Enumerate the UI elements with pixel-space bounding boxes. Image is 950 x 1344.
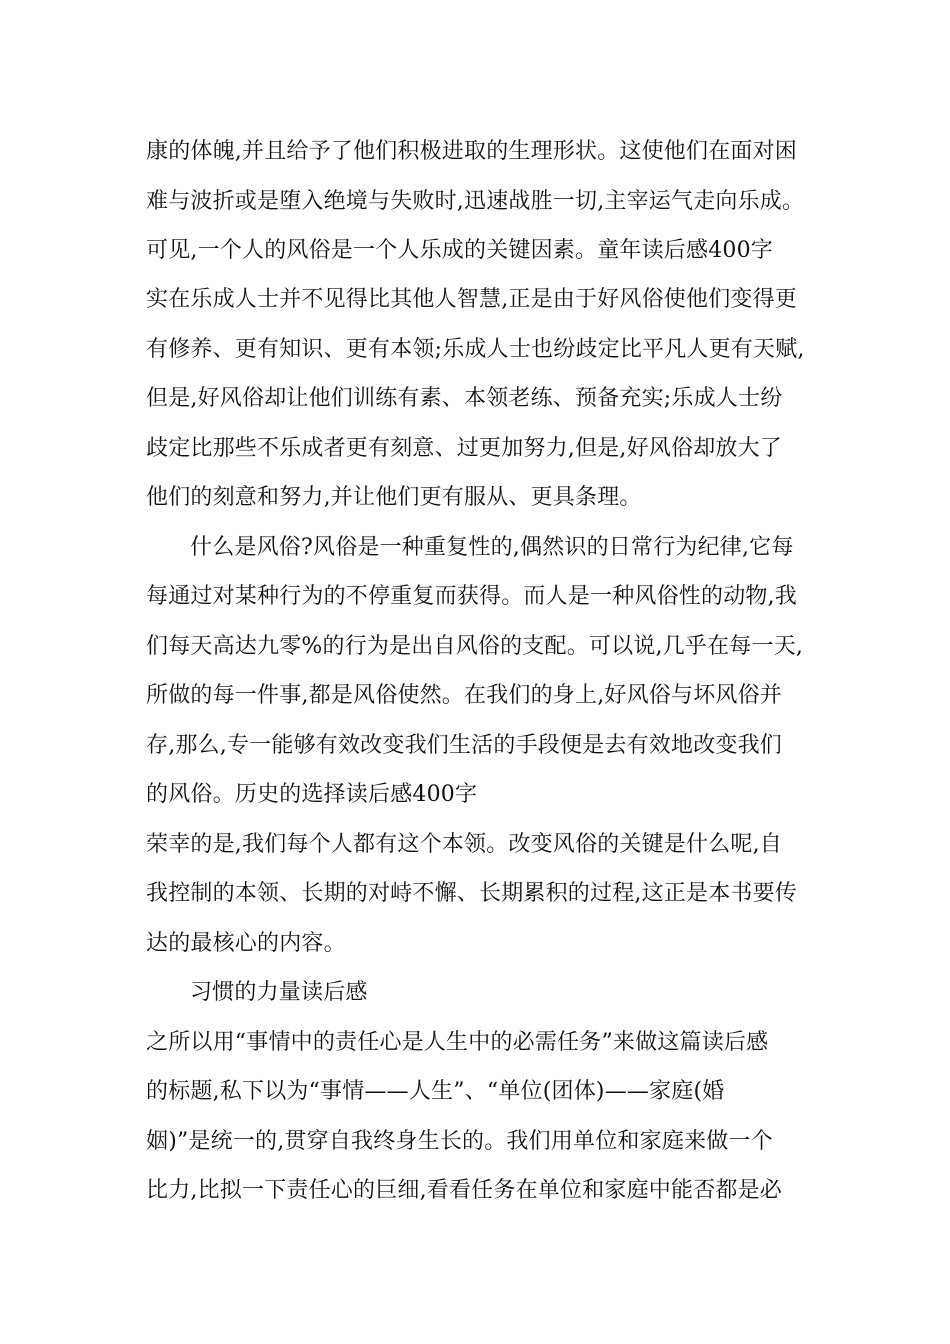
text-line: 难与波折或是堕入绝境与失败时,迅速战胜一切,主宰运气走向乐成。 bbox=[146, 189, 805, 214]
text-line: 他们的刻意和努力,并让他们更有服从、更具条理。 bbox=[146, 485, 642, 510]
text-line: 什么是风俗?风俗是一种重复性的,偶然识的日常行为纪律,它每 bbox=[190, 535, 794, 560]
text-line: 的风俗。历史的选择读后感400字 bbox=[146, 782, 478, 807]
text-line: 实在乐成人士并不见得比其他人智慧,正是由于好风俗使他们变得更 bbox=[146, 287, 797, 312]
text-line: 之所以用“事情中的责任心是人生中的必需任务”来做这篇读后感 bbox=[146, 1030, 769, 1055]
text-line: 我控制的本领、长期的对峙不懈、长期累积的过程,这正是本书要传 bbox=[146, 881, 797, 906]
text-line: 歧定比那些不乐成者更有刻意、过更加努力,但是,好风俗却放大了 bbox=[146, 436, 782, 461]
text-line: 康的体魄,并且给予了他们积极进取的生理形状。这使他们在面对困 bbox=[146, 139, 797, 164]
text-line: 有修养、更有知识、更有本领;乐成人士也纷歧定比平凡人更有天赋, bbox=[146, 337, 805, 362]
text-line: 比力,比拟一下责任心的巨细,看看任务在单位和家庭中能否都是必 bbox=[146, 1178, 782, 1203]
text-line: 每通过对某种行为的不停重复而获得。而人是一种风俗性的动物,我 bbox=[146, 584, 797, 609]
text-line: 荣幸的是,我们每个人都有这个本领。改变风俗的关键是什么呢,自 bbox=[146, 832, 782, 857]
text-line: 但是,好风俗却让他们训练有素、本领老练、预备充实;乐成人士纷 bbox=[146, 386, 783, 411]
text-line: 存,那么,专一能够有效改变我们生活的手段便是去有效地改变我们 bbox=[146, 733, 782, 758]
section-heading: 习惯的力量读后感 bbox=[190, 980, 368, 1005]
text-line: 们每天高达九零%的行为是出自风俗的支配。可以说,几乎在每一天, bbox=[146, 634, 804, 659]
text-line: 所做的每一件事,都是风俗使然。在我们的身上,好风俗与坏风俗并 bbox=[146, 683, 782, 708]
text-line: 可见,一个人的风俗是一个人乐成的关键因素。童年读后感400字 bbox=[146, 238, 773, 263]
text-line: 的标题,私下以为“事情——人生”、“单位(团体)——家庭(婚 bbox=[146, 1079, 725, 1104]
text-line: 达的最核心的内容。 bbox=[146, 931, 346, 956]
text-line: 姻)”是统一的,贯穿自我终身生长的。我们用单位和家庭来做一个 bbox=[146, 1129, 773, 1154]
